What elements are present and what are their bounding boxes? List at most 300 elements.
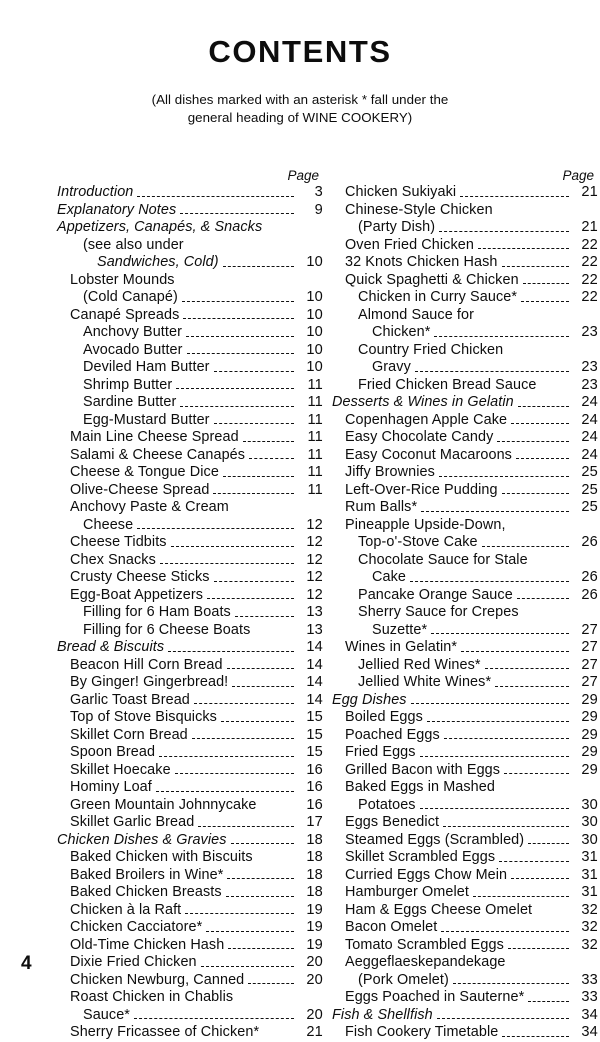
toc-entry[interactable]: [332, 184, 598, 202]
toc-entry[interactable]: [332, 464, 598, 482]
toc-leader-dots: [185, 912, 294, 914]
toc-entry-title: Spoon Bread: [70, 744, 156, 760]
toc-entry[interactable]: [332, 657, 598, 675]
toc-entry[interactable]: [57, 447, 323, 465]
toc-leader-dots: [528, 1000, 569, 1002]
toc-leader-dots: [168, 650, 294, 652]
toc-entry-page-number: 11: [307, 446, 323, 463]
toc-entry-page-number: 3: [314, 184, 323, 200]
toc-entry-page-number: 20: [306, 1006, 323, 1023]
toc-leader-dots: [453, 982, 569, 984]
toc-entry-title: Quick Spaghetti & Chicken: [345, 271, 519, 288]
toc-leader-dots: [266, 231, 294, 232]
toc-leader-dots: [421, 510, 569, 512]
toc-leader-dots: [257, 861, 294, 862]
toc-entry[interactable]: [57, 797, 323, 815]
toc-leader-dots: [214, 370, 294, 372]
toc-entry-title: Deviled Ham Butter: [83, 359, 210, 375]
toc-leader-dots: [415, 370, 569, 372]
toc-entry-title: Olive-Cheese Spread: [70, 481, 210, 498]
toc-entry-title: Old-Time Chicken Hash: [70, 936, 225, 953]
toc-entry[interactable]: [57, 412, 323, 430]
toc-entry-title: Green Mountain Johnnycake: [70, 796, 257, 813]
toc-entry-page-number: 23: [581, 376, 598, 393]
toc-entry[interactable]: [332, 482, 598, 500]
toc-entry[interactable]: [332, 639, 598, 657]
toc-entry-title: Filling for 6 Cheese Boats: [83, 621, 251, 638]
toc-entry[interactable]: [332, 552, 598, 570]
toc-column-left: [57, 168, 323, 1042]
toc-leader-dots: [499, 860, 569, 862]
toc-entry-page-number: 34: [581, 1006, 598, 1023]
toc-entry-title: Jellied Red Wines*: [358, 656, 481, 673]
toc-leader-dots: [528, 842, 569, 844]
toc-leader-dots: [213, 492, 294, 494]
toc-entry-title: (see also under: [83, 236, 184, 253]
toc-entry-title: Left-Over-Rice Pudding: [345, 481, 498, 498]
toc-entry[interactable]: [57, 202, 323, 220]
toc-leader-dots: [207, 597, 294, 599]
toc-entry-title: Almond Sauce for: [358, 306, 474, 323]
toc-entry[interactable]: [57, 1024, 323, 1042]
toc-leader-dots: [411, 702, 569, 704]
toc-leader-dots: [175, 772, 294, 774]
toc-entry-title: Garlic Toast Bread: [70, 691, 190, 708]
toc-entry-title: Fried Eggs: [345, 744, 416, 760]
toc-leader-dots: [188, 248, 294, 249]
toc-entry-page-number: 22: [581, 289, 598, 305]
toc-entry-title: Jellied White Wines*: [358, 674, 492, 690]
toc-entry-title: Skillet Corn Bread: [70, 726, 188, 743]
toc-leader-dots: [233, 511, 294, 512]
toc-entry-title: Top-o'-Stove Cake: [358, 534, 478, 550]
toc-entry-title: Pineapple Upside-Down,: [345, 516, 506, 533]
toc-entry-page-number: 20: [306, 971, 323, 988]
toc-entry[interactable]: [332, 867, 598, 885]
toc-entry-title: Baked Broilers in Wine*: [70, 866, 224, 883]
toc-entry[interactable]: [57, 779, 323, 797]
toc-entry-title: Crusty Cheese Sticks: [70, 569, 210, 585]
toc-entry-page-number: 12: [306, 534, 323, 550]
toc-entry-page-number: 14: [306, 674, 323, 690]
toc-entry-title: Egg Dishes: [332, 691, 407, 708]
toc-entry-page-number: 31: [581, 884, 598, 900]
toc-leader-dots: [192, 737, 294, 739]
toc-leader-dots: [511, 422, 569, 424]
toc-entry-title: 32 Knots Chicken Hash: [345, 254, 498, 270]
toc-entry-page-number: 33: [581, 971, 598, 988]
toc-entry[interactable]: [332, 412, 598, 430]
toc-entry-title: Tomato Scrambled Eggs: [345, 936, 504, 953]
toc-entry-page-number: 25: [581, 464, 598, 480]
toc-leader-dots: [510, 528, 569, 529]
page-column-header-left: Page: [287, 168, 319, 183]
toc-entry-title: Skillet Garlic Bread: [70, 814, 195, 830]
toc-entry[interactable]: [332, 674, 598, 692]
toc-entry-page-number: 21: [581, 184, 598, 200]
toc-leader-dots: [478, 247, 569, 249]
toc-leader-dots: [410, 580, 569, 582]
toc-entry[interactable]: [57, 219, 323, 237]
toc-entry[interactable]: [57, 902, 323, 920]
toc-entry[interactable]: [332, 517, 598, 535]
toc-leader-dots: [186, 335, 294, 337]
toc-leader-dots: [517, 597, 569, 599]
toc-leader-dots: [160, 562, 294, 564]
toc-entry[interactable]: [332, 954, 598, 972]
toc-leader-dots: [187, 352, 294, 354]
toc-entry[interactable]: [332, 989, 598, 1007]
toc-entry[interactable]: [57, 867, 323, 885]
toc-entry-title: Jiffy Brownies: [345, 464, 435, 480]
toc-entry[interactable]: [57, 937, 323, 955]
toc-entry[interactable]: [332, 272, 598, 290]
toc-leader-dots: [235, 615, 294, 617]
toc-entry-title: By Ginger! Gingerbread!: [70, 674, 229, 690]
toc-entry-title: Sandwiches, Cold): [97, 254, 219, 270]
toc-entry[interactable]: [332, 289, 598, 307]
toc-entry[interactable]: [57, 744, 323, 762]
toc-entry-page-number: 12: [306, 586, 323, 603]
toc-entry-title: Chicken*: [372, 324, 431, 340]
toc-entry-title: (Pork Omelet): [358, 971, 449, 988]
toc-entry[interactable]: [332, 604, 598, 622]
toc-entry-page-number: 34: [581, 1024, 598, 1040]
toc-leader-dots: [431, 632, 569, 634]
toc-leader-dots: [261, 808, 295, 809]
toc-leader-dots: [243, 440, 294, 442]
toc-leader-dots: [223, 265, 294, 267]
toc-entry-title: Fish Cookery Timetable: [345, 1024, 499, 1040]
toc-leader-dots: [521, 300, 569, 302]
toc-leader-dots: [540, 388, 569, 389]
toc-entry-page-number: 11: [307, 376, 323, 393]
toc-entry[interactable]: [332, 692, 598, 710]
toc-leader-dots: [485, 667, 569, 669]
toc-entry-title: Cheese Tidbits: [70, 534, 167, 550]
toc-entry-title: Dixie Fried Chicken: [70, 954, 197, 970]
toc-leader-dots: [510, 966, 569, 967]
toc-entry[interactable]: [332, 937, 598, 955]
toc-entry-title: Curried Eggs Chow Mein: [345, 866, 508, 883]
toc-entry[interactable]: [332, 814, 598, 832]
toc-entry-title: Suzette*: [372, 621, 428, 638]
toc-entry-page-number: 10: [306, 289, 323, 305]
toc-entry[interactable]: [57, 587, 323, 605]
toc-entry[interactable]: [57, 1007, 323, 1025]
toc-entry[interactable]: [332, 902, 598, 920]
toc-entry-page-number: 14: [306, 656, 323, 673]
toc-entry-title: (Cold Canapé): [83, 289, 178, 305]
toc-entry-page-number: 20: [306, 954, 323, 970]
toc-entry[interactable]: [332, 569, 598, 587]
toc-entry-title: Fish & Shellfish: [332, 1006, 433, 1023]
toc-entry-title: Chicken Sukiyaki: [345, 184, 457, 200]
toc-entry-page-number: 29: [581, 726, 598, 743]
toc-entry-title: Introduction: [57, 184, 134, 200]
toc-leader-dots: [232, 685, 294, 687]
toc-entry-page-number: 26: [581, 586, 598, 603]
toc-entry-title: Skillet Hoecake: [70, 761, 171, 778]
toc-entry-title: Beacon Hill Corn Bread: [70, 656, 223, 673]
toc-entry[interactable]: [332, 832, 598, 850]
toc-leader-dots: [134, 1017, 294, 1019]
toc-entry-page-number: 31: [581, 849, 598, 865]
toc-entry-title: Country Fried Chicken: [358, 341, 504, 358]
toc-leader-dots: [502, 492, 569, 494]
toc-entry[interactable]: [57, 989, 323, 1007]
toc-entry-page-number: 32: [581, 936, 598, 953]
toc-entry-page-number: 29: [581, 691, 598, 708]
toc-entry[interactable]: [57, 324, 323, 342]
toc-entry[interactable]: [57, 884, 323, 902]
toc-entry-title: Top of Stove Bisquicks: [70, 709, 217, 725]
toc-entry-page-number: 24: [581, 411, 598, 428]
toc-entry[interactable]: [57, 394, 323, 412]
toc-entry-title: Sardine Butter: [83, 394, 177, 410]
toc-entry[interactable]: [332, 202, 598, 220]
toc-entry-page-number: 33: [581, 989, 598, 1005]
toc-entry-title: Canapé Spreads: [70, 306, 180, 323]
toc-leader-dots: [499, 791, 569, 792]
toc-leader-dots: [504, 772, 569, 774]
toc-leader-dots: [495, 685, 569, 687]
toc-entry[interactable]: [57, 272, 323, 290]
toc-entry-title: Egg-Boat Appetizers: [70, 586, 204, 603]
toc-entry[interactable]: [57, 622, 323, 640]
toc-entry[interactable]: [57, 674, 323, 692]
toc-entry[interactable]: [332, 499, 598, 517]
toc-entry[interactable]: [332, 587, 598, 605]
toc-entry[interactable]: [57, 832, 323, 850]
toc-entry[interactable]: [57, 307, 323, 325]
toc-entry-title: Roast Chicken in Chablis: [70, 989, 234, 1005]
toc-entry-title: Aeggeflaeskepandekage: [345, 954, 506, 970]
toc-entry[interactable]: [332, 342, 598, 360]
toc-entry-page-number: 18: [306, 866, 323, 883]
toc-entry-page-number: 30: [581, 796, 598, 813]
toc-entry-page-number: 11: [307, 481, 323, 498]
toc-entry-title: Cake: [372, 569, 406, 585]
toc-entry[interactable]: [57, 604, 323, 622]
toc-entry-page-number: 27: [581, 674, 598, 690]
toc-entry-title: Easy Chocolate Candy: [345, 429, 494, 445]
toc-entry[interactable]: [57, 534, 323, 552]
toc-leader-dots: [137, 527, 294, 529]
toc-entry[interactable]: [332, 762, 598, 780]
toc-entry[interactable]: [332, 237, 598, 255]
toc-entry-page-number: 25: [581, 499, 598, 515]
toc-entry[interactable]: [57, 727, 323, 745]
folio-page-number: 4: [21, 953, 32, 974]
toc-leader-dots: [460, 195, 569, 197]
toc-leader-dots: [478, 318, 569, 319]
toc-entry-title: Gravy: [372, 359, 411, 375]
toc-entry-title: Explanatory Notes: [57, 201, 177, 218]
toc-entry[interactable]: [57, 814, 323, 832]
toc-leader-dots: [502, 1035, 569, 1037]
toc-entry[interactable]: [332, 377, 598, 395]
toc-leader-dots: [248, 982, 294, 984]
toc-entry[interactable]: [332, 919, 598, 937]
toc-entry-page-number: 31: [581, 866, 598, 883]
toc-entry-page-number: 13: [306, 604, 323, 620]
toc-entry-page-number: 21: [581, 219, 598, 235]
toc-entry-page-number: 11: [307, 394, 323, 410]
toc-entry-title: Egg-Mustard Butter: [83, 411, 210, 428]
toc-entry[interactable]: [57, 569, 323, 587]
toc-entry-page-number: 30: [581, 814, 598, 830]
toc-entry-title: Desserts & Wines in Gelatin: [332, 394, 514, 410]
toc-leader-dots: [159, 755, 294, 757]
toc-leader-dots: [201, 965, 294, 967]
toc-entry-page-number: 11: [307, 464, 323, 480]
toc-entry-page-number: 13: [306, 621, 323, 638]
toc-entry-page-number: 29: [581, 744, 598, 760]
toc-leader-dots: [444, 737, 569, 739]
toc-entry[interactable]: [332, 797, 598, 815]
toc-entry-title: Avocado Butter: [83, 341, 183, 358]
toc-leader-dots: [221, 720, 294, 722]
toc-entry-page-number: 22: [581, 236, 598, 253]
toc-entry-title: Grilled Bacon with Eggs: [345, 761, 501, 778]
toc-entry-page-number: 15: [306, 709, 323, 725]
toc-entry-title: Sherry Sauce for Crepes: [358, 604, 519, 620]
toc-leader-dots: [508, 947, 569, 949]
asterisk-note-line-2: general heading of WINE COOKERY): [187, 110, 413, 125]
toc-entry-title: Chicken in Curry Sauce*: [358, 289, 518, 305]
toc-entry-page-number: 30: [581, 831, 598, 848]
toc-entry-title: (Party Dish): [358, 219, 436, 235]
toc-entry-title: Eggs Benedict: [345, 814, 440, 830]
toc-entry[interactable]: [57, 254, 323, 272]
toc-entry-title: Cheese: [83, 516, 134, 533]
toc-entry[interactable]: [332, 622, 598, 640]
toc-entry[interactable]: [57, 517, 323, 535]
toc-entry-page-number: 24: [581, 429, 598, 445]
toc-leader-dots: [179, 283, 294, 284]
toc-entry-page-number: 24: [581, 394, 598, 410]
toc-entry-title: Sauce*: [83, 1006, 131, 1023]
toc-entry[interactable]: [57, 464, 323, 482]
toc-entry-page-number: 12: [306, 569, 323, 585]
toc-entry-title: Hamburger Omelet: [345, 884, 469, 900]
toc-entry[interactable]: [57, 342, 323, 360]
toc-entry[interactable]: [332, 307, 598, 325]
toc-entry[interactable]: [57, 972, 323, 990]
toc-entry[interactable]: [332, 1007, 598, 1025]
toc-entry-page-number: 9: [314, 201, 323, 218]
toc-entry[interactable]: [332, 324, 598, 342]
toc-entry-page-number: 27: [581, 639, 598, 655]
toc-entry-title: Chicken à la Raft: [70, 901, 182, 918]
toc-leader-dots: [183, 317, 294, 319]
toc-leader-dots: [227, 667, 294, 669]
toc-entry[interactable]: [57, 762, 323, 780]
toc-entry-page-number: 29: [581, 761, 598, 778]
toc-entry[interactable]: [57, 919, 323, 937]
toc-entry[interactable]: [332, 972, 598, 990]
toc-entry[interactable]: [332, 254, 598, 272]
toc-leader-dots: [516, 457, 569, 459]
toc-entry[interactable]: [57, 429, 323, 447]
toc-entry[interactable]: [332, 709, 598, 727]
toc-entry[interactable]: [57, 709, 323, 727]
toc-entry-page-number: 16: [306, 796, 323, 813]
toc-entry[interactable]: [57, 499, 323, 517]
toc-entry[interactable]: [57, 657, 323, 675]
toc-entry[interactable]: [57, 552, 323, 570]
toc-entry[interactable]: [332, 849, 598, 867]
toc-entry-page-number: 12: [306, 551, 323, 568]
toc-entry[interactable]: [332, 447, 598, 465]
toc-entry-page-number: 22: [581, 254, 598, 270]
toc-entry[interactable]: [332, 394, 598, 412]
toc-entry[interactable]: [57, 377, 323, 395]
toc-entry[interactable]: [332, 744, 598, 762]
toc-entry-title: Skillet Scrambled Eggs: [345, 849, 496, 865]
toc-entry[interactable]: [332, 884, 598, 902]
toc-entry[interactable]: [332, 429, 598, 447]
toc-leader-dots: [437, 1017, 569, 1019]
toc-leader-dots: [249, 457, 294, 459]
toc-entry-title: Poached Eggs: [345, 726, 440, 743]
toc-entry-title: Lobster Mounds: [70, 271, 175, 288]
toc-leader-dots: [441, 930, 569, 932]
toc-entry-page-number: 10: [306, 359, 323, 375]
toc-leader-dots: [420, 807, 569, 809]
toc-entry-title: Anchovy Butter: [83, 324, 182, 340]
toc-entry-page-number: 18: [306, 884, 323, 900]
toc-entry[interactable]: [57, 359, 323, 377]
toc-entry[interactable]: [57, 639, 323, 657]
toc-entry-page-number: 19: [306, 919, 323, 935]
toc-entry[interactable]: [57, 692, 323, 710]
toc-entry[interactable]: [57, 482, 323, 500]
toc-leader-dots: [206, 930, 294, 932]
toc-entry[interactable]: [57, 849, 323, 867]
toc-entry[interactable]: [57, 184, 323, 202]
toc-entry-title: Steamed Eggs (Scrambled): [345, 831, 525, 848]
toc-entry-page-number: 26: [581, 569, 598, 585]
toc-list-left: [57, 184, 323, 1042]
toc-entry[interactable]: [332, 779, 598, 797]
toc-entry[interactable]: [332, 534, 598, 552]
toc-leader-dots: [237, 1001, 294, 1002]
toc-entry-page-number: 29: [581, 709, 598, 725]
toc-leader-dots: [427, 720, 569, 722]
toc-entry-page-number: 25: [581, 481, 598, 498]
toc-entry[interactable]: [332, 359, 598, 377]
toc-entry[interactable]: [57, 954, 323, 972]
toc-entry-title: Wines in Gelatin*: [345, 639, 458, 655]
toc-entry-page-number: 19: [306, 936, 323, 953]
toc-entry-page-number: 10: [306, 341, 323, 358]
toc-entry-page-number: 11: [307, 411, 323, 428]
toc-entry[interactable]: [57, 289, 323, 307]
toc-entry[interactable]: [332, 219, 598, 237]
toc-entry-title: Copenhagen Apple Cake: [345, 411, 508, 428]
toc-entry-page-number: 10: [306, 254, 323, 270]
toc-entry[interactable]: [332, 727, 598, 745]
toc-entry-title: Ham & Eggs Cheese Omelet: [345, 901, 533, 918]
toc-entry-title: Filling for 6 Ham Boats: [83, 604, 231, 620]
toc-entry-page-number: 14: [306, 691, 323, 708]
toc-leader-dots: [497, 213, 569, 214]
toc-entry-page-number: 24: [581, 446, 598, 463]
toc-entry[interactable]: [332, 1024, 598, 1042]
toc-entry[interactable]: [57, 237, 323, 255]
